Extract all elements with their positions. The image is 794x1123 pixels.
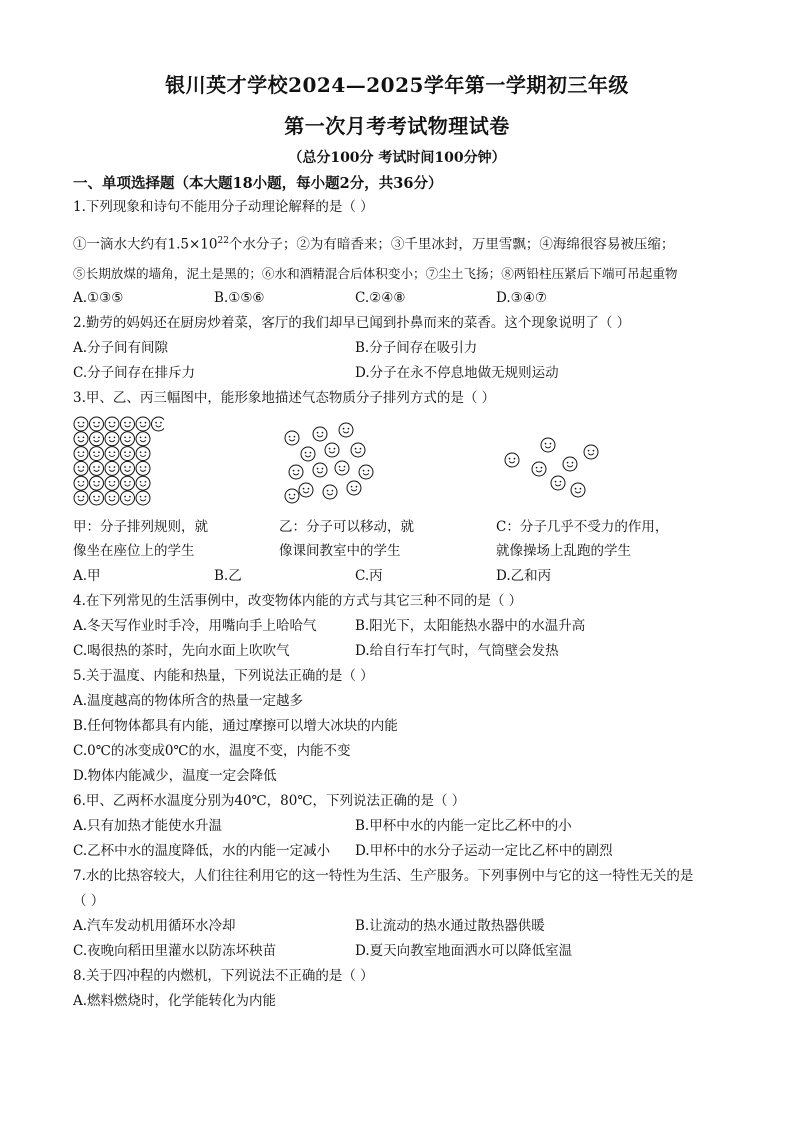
molecule-icon (285, 489, 299, 503)
question-7-stem: 7.水的比热容较大，人们往往利用它的这一特性为生活、生产服务。下列事例中与它的这一特性无关的是 (73, 868, 694, 884)
question-6-option-b[interactable]: B.甲杯中水的内能一定比乙杯中的小 (355, 818, 572, 834)
question-3-option-a[interactable]: A.甲 (73, 568, 101, 584)
molecule-icon (105, 476, 119, 490)
question-6-option-d[interactable]: D.甲杯中的水分子运动一定比乙杯中的剧烈 (355, 843, 613, 859)
molecule-icon (299, 483, 313, 497)
exam-title-line1: 银川英才学校2024—2025学年第一学期初三年级 (165, 73, 629, 97)
caption-b-line1: 乙：分子可以移动，就 (279, 519, 414, 535)
question-4-stem: 4.在下列常见的生活事例中，改变物体内能的方式与其它三种不同的是（ ） (73, 593, 523, 609)
molecule-icon (359, 465, 373, 479)
molecule-icon (136, 432, 150, 446)
question-2-option-c[interactable]: C.分子间存在排斥力 (73, 365, 196, 381)
question-6-option-a[interactable]: A.只有加热才能使水升温 (73, 818, 223, 834)
molecule-icon (121, 432, 135, 446)
question-2-stem: 2.勤劳的妈妈还在厨房炒着菜，客厅的我们却早已闻到扑鼻而来的菜香。这个现象说明了（ ） (73, 315, 631, 331)
question-1-option-d[interactable]: D.③④⑦ (496, 290, 547, 306)
molecule-icon (74, 432, 88, 446)
question-1-line3: ⑤长期放煤的墙角，泥土是黑的；⑥水和酒精混合后体积变小；⑦尘土飞扬；⑧两铅柱压紧后下端可吊起重物 (73, 266, 678, 281)
molecule-icon (90, 491, 104, 505)
molecule-icon (347, 481, 361, 495)
question-1-option-b[interactable]: B.①⑤⑥ (214, 290, 265, 306)
question-3-option-d[interactable]: D.乙和丙 (496, 568, 552, 584)
molecule-icon (136, 476, 150, 490)
molecule-icon (90, 417, 104, 431)
question-7-option-b[interactable]: B.让流动的热水通过散热器供暖 (355, 918, 545, 934)
molecule-icon (301, 447, 315, 461)
molecule-icon (74, 491, 88, 505)
molecule-icon (74, 476, 88, 490)
molecule-icon (571, 483, 585, 497)
question-1-line2-pre: ①一滴水大约有1.5×10 (73, 236, 218, 253)
molecule-icon (105, 432, 119, 446)
molecule-icon (541, 438, 555, 452)
molecule-icon (74, 447, 88, 461)
section-heading: 一、单项选择题（本大题18小题，每小题2分，共36分） (73, 175, 443, 192)
question-7-option-a[interactable]: A.汽车发动机用循环水冷却 (73, 918, 236, 934)
question-7-option-c[interactable]: C.夜晚向稻田里灌水以防冻坏秧苗 (73, 943, 277, 959)
question-5-option-d[interactable]: D.物体内能减少，温度一定会降低 (73, 768, 277, 784)
molecule-icon (325, 443, 339, 457)
molecule-icon (121, 491, 135, 505)
molecule-icon (105, 447, 119, 461)
question-5-option-b[interactable]: B.任何物体都具有内能，通过摩擦可以增大冰块的内能 (73, 718, 398, 734)
question-4-option-c[interactable]: C.喝很热的茶时，先向水面上吹吹气 (73, 643, 290, 659)
question-3-stem: 3.甲、乙、丙三幅图中，能形象地描述气态物质分子排列方式的是（ ） (73, 390, 496, 406)
figure-gas-molecules (500, 435, 605, 500)
molecule-icon (351, 443, 365, 457)
question-4-option-b[interactable]: B.阳光下，太阳能热水器中的水温升高 (355, 618, 586, 634)
question-7-option-d[interactable]: D.夏天向教室地面洒水可以降低室温 (355, 943, 573, 959)
molecule-icon (105, 417, 119, 431)
caption-c-line1: C：分子几乎不受力的作用， (496, 519, 669, 535)
molecule-icon (339, 423, 353, 437)
question-8-option-a[interactable]: A.燃料燃烧时，化学能转化为内能 (73, 993, 277, 1009)
molecule-icon (74, 461, 88, 475)
question-1-option-a[interactable]: A.①③⑤ (73, 290, 124, 306)
molecule-icon (152, 417, 165, 431)
question-1-stem: 1.下列现象和诗句不能用分子动理论解释的是（ ） (73, 199, 374, 215)
question-5-option-c[interactable]: C.0℃的冰变成0℃的水，温度不变，内能不变 (73, 743, 351, 759)
molecule-icon (285, 431, 299, 445)
question-1-option-c[interactable]: C.②④⑧ (355, 290, 406, 306)
molecule-icon (90, 461, 104, 475)
molecule-icon (136, 447, 150, 461)
caption-c-line2: 就像操场上乱跑的学生 (496, 543, 631, 559)
question-6-option-c[interactable]: C.乙杯中水的温度降低，水的内能一定减小 (73, 843, 331, 859)
molecule-icon (90, 432, 104, 446)
question-2-option-d[interactable]: D.分子在永不停息地做无规则运动 (355, 365, 559, 381)
molecule-icon (90, 476, 104, 490)
question-1-line2 (73, 232, 674, 254)
question-3-option-b[interactable]: B.乙 (214, 568, 242, 584)
question-4-option-d[interactable]: D.给自行车打气时，气筒壁会发热 (355, 643, 559, 659)
molecule-icon (563, 457, 577, 471)
molecule-icon (289, 465, 303, 479)
question-4-option-a[interactable]: A.冬天写作业时手冷，用嘴向手上哈哈气 (73, 618, 317, 634)
molecule-icon (90, 447, 104, 461)
question-2-option-a[interactable]: A.分子间有间隙 (73, 340, 169, 356)
caption-b-line2: 像课间教室中的学生 (279, 543, 401, 559)
molecule-icon (532, 462, 546, 476)
molecule-icon (505, 453, 519, 467)
question-6-stem: 6.甲、乙两杯水温度分别为40℃，80℃，下列说法正确的是（ ） (73, 793, 466, 809)
question-5-option-a[interactable]: A.温度越高的物体所含的热量一定越多 (73, 693, 304, 709)
exam-meta: （总分100分 考试时间100分钟） (288, 150, 506, 166)
molecule-icon (551, 476, 565, 490)
question-1-line2-post: 个水分子；②为有暗香来；③千里冰封，万里雪飘；④海绵很容易被压缩； (228, 236, 675, 253)
caption-a-line2: 像坐在座位上的学生 (73, 543, 195, 559)
molecule-icon (584, 445, 598, 459)
molecule-icon (121, 476, 135, 490)
question-8-stem: 8.关于四冲程的内燃机，下列说法不正确的是（ ） (73, 968, 374, 984)
molecule-icon (121, 461, 135, 475)
molecule-icon (121, 417, 135, 431)
caption-a-line1: 甲：分子排列规则，就 (73, 519, 208, 535)
molecule-icon (121, 447, 135, 461)
molecule-icon (105, 491, 119, 505)
figure-liquid-molecules (280, 420, 380, 510)
question-2-option-b[interactable]: B.分子间存在吸引力 (355, 340, 478, 356)
question-5-stem: 5.关于温度、内能和热量，下列说法正确的是（ ） (73, 668, 374, 684)
molecule-icon (136, 417, 150, 431)
molecule-icon (313, 463, 327, 477)
molecule-icon (136, 491, 150, 505)
exam-title-line2: 第一次月考考试物理试卷 (284, 114, 510, 138)
molecule-icon (335, 461, 349, 475)
question-1-exponent: 22 (217, 236, 229, 246)
question-7-stem-cont: （ ） (73, 893, 105, 909)
molecule-icon (136, 461, 150, 475)
molecule-icon (105, 461, 119, 475)
molecule-icon (313, 427, 327, 441)
question-3-option-c[interactable]: C.丙 (355, 568, 383, 584)
molecule-icon (323, 485, 337, 499)
molecule-icon (74, 417, 88, 431)
figure-solid-molecules (72, 415, 164, 507)
